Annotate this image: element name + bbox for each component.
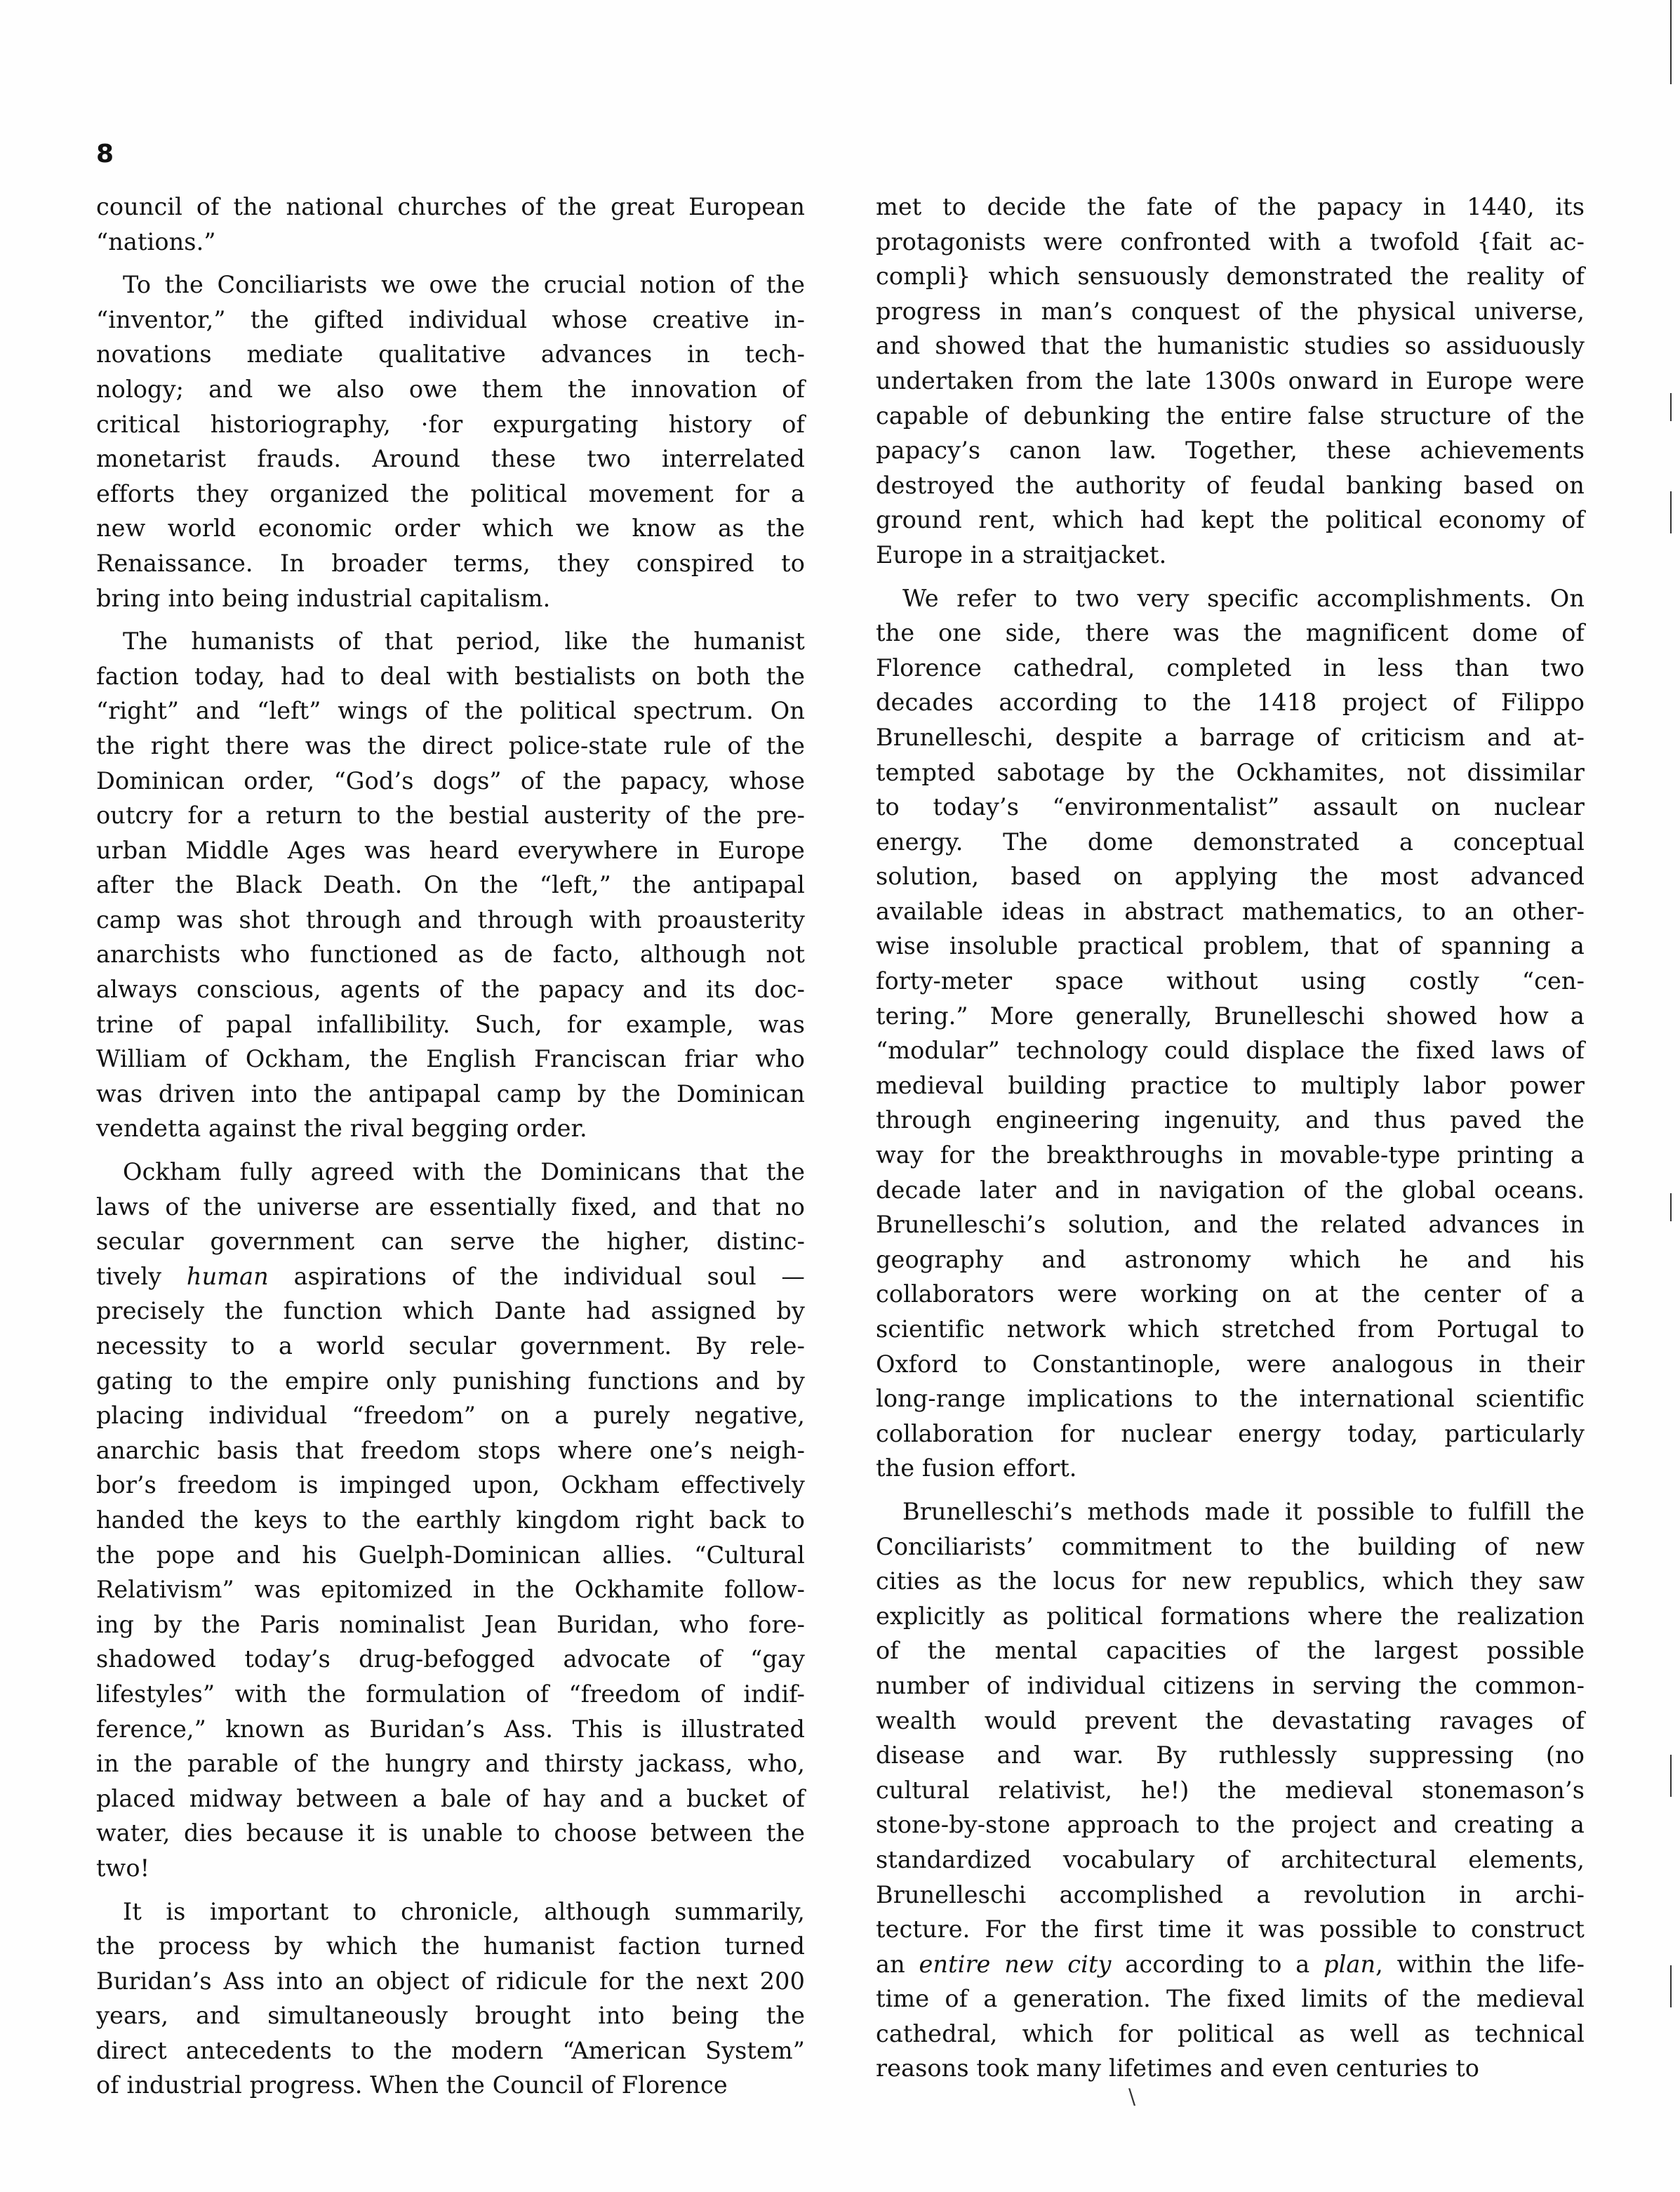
text-line: ing by the Paris nominalist Jean Buridan, who fore-: [96, 1610, 805, 1638]
text-line: through engineering ingenuity, and thus paved the: [876, 1106, 1585, 1134]
paragraph: [876, 190, 1585, 573]
text-line: precisely the function which Dante had assigned by: [96, 1297, 805, 1325]
text-line: Ockham fully agreed with the Dominicans that the: [123, 1158, 805, 1186]
text-line: placing individual “freedom” on a purely negative,: [96, 1402, 805, 1430]
emphasis: plan: [1324, 1950, 1376, 1978]
text-line: collaborators were working on at the center of a: [876, 1280, 1585, 1308]
scan-edge-mark: [1670, 0, 1672, 84]
text-line: long-range implications to the international scientific: [876, 1385, 1585, 1413]
scan-edge-mark: [1670, 1193, 1672, 1221]
text-line: bor’s freedom is impinged upon, Ockham effectively: [96, 1471, 805, 1499]
text-line: Florence cathedral, completed in less than two: [876, 653, 1585, 682]
text-line: shadowed today’s drug-befogged advocate of “gay: [96, 1645, 805, 1673]
text-line: water, dies because it is unable to choose between the: [96, 1819, 805, 1847]
text-line: camp was shot through and through with proausterity: [96, 905, 805, 934]
text-line: tempted sabotage by the Ockhamites, not dissimilar: [876, 758, 1585, 786]
text-line: the right there was the direct police-state rule of the: [96, 731, 805, 759]
text-line: cathedral, which for political as well as technical: [876, 2019, 1585, 2047]
text-line: forty-meter space without using costly “cen-: [876, 967, 1585, 995]
text-line: Conciliarists’ commitment to the building of new: [876, 1532, 1585, 1560]
text-line: direct antecedents to the modern “American System”: [96, 2036, 805, 2064]
text-line: medieval building practice to multiply labor power: [876, 1071, 1585, 1099]
text-line: Dominican order, “God’s dogs” of the papacy, whose: [96, 766, 805, 795]
text-line: tering.” More generally, Brunelleschi showed how a: [876, 1002, 1585, 1030]
emphasis: human: [186, 1262, 269, 1290]
text-line: efforts they organized the political movement for a: [96, 479, 805, 507]
text-line: after the Black Death. On the “left,” the antipapal: [96, 871, 805, 899]
text-line: of industrial progress. When the Council of Florence: [96, 2071, 728, 2099]
text-line: reasons took many lifetimes and even centuries to: [876, 2054, 1480, 2083]
text-line: destroyed the authority of feudal banking based on: [876, 471, 1585, 499]
paragraph: [96, 267, 805, 616]
text-line: cities as the locus for new republics, which they saw: [876, 1567, 1585, 1595]
scan-edge-mark: [1670, 491, 1672, 533]
text-line: laws of the universe are essentially fixed, and that no: [96, 1193, 805, 1221]
text-line: We refer to two very specific accomplishments. On: [902, 584, 1585, 612]
text-line: of the mental capacities of the largest possible: [876, 1637, 1585, 1665]
text-line: available ideas in abstract mathematics, to an other-: [876, 897, 1585, 925]
text-line: monetarist frauds. Around these two interrelated: [96, 445, 805, 473]
text-line: the one side, there was the magnificent dome of: [876, 619, 1585, 647]
text-line: To the Conciliarists we owe the crucial notion of the: [123, 271, 805, 299]
text-line: in the parable of the hungry and thirsty jackass, who,: [96, 1750, 805, 1778]
text-line: solution, based on applying the most advanced: [876, 863, 1585, 891]
text-line: William of Ockham, the English Franciscan friar who: [96, 1045, 805, 1073]
text-line: compli} which sensuously demonstrated the reality of: [876, 263, 1585, 291]
text-line: Brunelleschi accomplished a revolution in archi-: [876, 1880, 1585, 1908]
text-line: the process by which the humanist faction turned: [96, 1932, 805, 1960]
text-line: wealth would prevent the devastating ravages of: [876, 1706, 1585, 1734]
left-column: [96, 190, 805, 2111]
text-line: to today’s “environmentalist” assault on nuclear: [876, 793, 1585, 821]
text-line: Relativism” was epitomized in the Ockhamite follow-: [96, 1576, 805, 1604]
text-line: Brunelleschi, despite a barrage of criticism and at-: [876, 723, 1585, 751]
text-line: “inventor,” the gifted individual whose creative in-: [96, 305, 805, 333]
text-line: decade later and in navigation of the global oceans.: [876, 1176, 1585, 1204]
text-line: years, and simultaneously brought into being the: [96, 2002, 805, 2030]
paragraph: [96, 190, 805, 259]
emphasis: entire new city: [919, 1950, 1112, 1978]
text-line: trine of papal infallibility. Such, for example, was: [96, 1010, 805, 1038]
paragraph: [96, 1894, 805, 2104]
text-line: gating to the empire only punishing functions and by: [96, 1367, 805, 1395]
text-line: time of a generation. The fixed limits of the medieval: [876, 1985, 1585, 2013]
page-number: 8: [96, 140, 114, 168]
text-line: collaboration for nuclear energy today, particularly: [876, 1419, 1585, 1447]
text-line: handed the keys to the earthly kingdom right back to: [96, 1506, 805, 1534]
right-column: [876, 190, 1585, 2094]
text-line: an entire new city according to a plan, within the life-: [876, 1950, 1585, 1978]
text-line: explicitly as political formations where the realization: [876, 1602, 1585, 1630]
text-line: lifestyles” with the formulation of “freedom of indif-: [96, 1680, 805, 1708]
text-line: anarchists who functioned as de facto, although not: [96, 941, 805, 969]
text-line: always conscious, agents of the papacy and its doc-: [96, 976, 805, 1004]
text-line: the fusion effort.: [876, 1454, 1077, 1482]
text-line: way for the breakthroughs in movable-type printing a: [876, 1141, 1585, 1169]
scan-edge-mark: [1670, 1965, 1672, 2007]
text-line: was driven into the antipapal camp by the Dominican: [96, 1080, 805, 1108]
text-line: Buridan’s Ass into an object of ridicule for the next 200: [96, 1967, 805, 1995]
text-line: faction today, had to deal with bestialists on both the: [96, 662, 805, 690]
text-line: capable of debunking the entire false structure of the: [876, 401, 1585, 430]
text-line: scientific network which stretched from Portugal to: [876, 1315, 1585, 1343]
text-line: It is important to chronicle, although summarily,: [123, 1897, 805, 1925]
text-line: Oxford to Constantinople, were analogous in their: [876, 1350, 1585, 1378]
text-line: nology; and we also owe them the innovation of: [96, 375, 805, 403]
scan-edge-mark: [1670, 1755, 1672, 1797]
text-line: novations mediate qualitative advances in tech-: [96, 340, 805, 368]
text-line: geography and astronomy which he and his: [876, 1245, 1585, 1273]
text-line: Brunelleschi’s methods made it possible to fulfill the: [902, 1497, 1585, 1525]
text-line: ground rent, which had kept the political economy of: [876, 506, 1585, 534]
text-line: placed midway between a bale of hay and a bucket of: [96, 1784, 805, 1812]
text-line: necessity to a world secular government. By rele-: [96, 1332, 805, 1360]
paragraph: [876, 1494, 1585, 2086]
text-line: tecture. For the first time it was possible to construct: [876, 1915, 1585, 1944]
text-line: “right” and “left” wings of the political spectrum. On: [96, 697, 805, 725]
text-line: cultural relativist, he!) the medieval stonemason’s: [876, 1776, 1585, 1804]
text-line: undertaken from the late 1300s onward in Europe were: [876, 366, 1585, 394]
text-line: two!: [96, 1854, 150, 1882]
text-line: “modular” technology could displace the fixed laws of: [876, 1037, 1585, 1065]
paragraph: [876, 581, 1585, 1486]
text-line: Europe in a straitjacket.: [876, 540, 1167, 569]
text-line: papacy’s canon law. Together, these achievements: [876, 437, 1585, 465]
text-line: number of individual citizens in serving the common-: [876, 1671, 1585, 1699]
text-line: anarchic basis that freedom stops where one’s neigh-: [96, 1436, 805, 1464]
text-line: the pope and his Guelph-Dominican allies. “Cultural: [96, 1541, 805, 1569]
text-line: secular government can serve the higher, distinc-: [96, 1228, 805, 1256]
text-line: ference,” known as Buridan’s Ass. This is illustrated: [96, 1715, 805, 1743]
text-line: new world economic order which we know as the: [96, 514, 805, 543]
scan-speck: \: [1128, 2085, 1136, 2109]
text-line: vendetta against the rival begging order.: [96, 1115, 587, 1143]
text-line: bring into being industrial capitalism.: [96, 584, 551, 612]
paragraph: [96, 1155, 805, 1885]
paragraph: [96, 624, 805, 1146]
text-line: and showed that the humanistic studies so assiduously: [876, 332, 1585, 360]
scan-edge-mark: [1670, 393, 1672, 421]
text-line: Brunelleschi’s solution, and the related advances in: [876, 1211, 1585, 1239]
text-line: protagonists were confronted with a twofold {fait ac-: [876, 227, 1585, 255]
text-line: wise insoluble practical problem, that of spanning a: [876, 932, 1585, 960]
text-line: disease and war. By ruthlessly suppressing (no: [876, 1741, 1585, 1769]
text-line: decades according to the 1418 project of Filippo: [876, 689, 1585, 717]
text-line: stone-by-stone approach to the project and creating a: [876, 1811, 1585, 1839]
text-line: “nations.”: [96, 227, 216, 255]
text-line: Renaissance. In broader terms, they conspired to: [96, 549, 805, 577]
text-line: energy. The dome demonstrated a conceptual: [876, 828, 1585, 856]
text-line: The humanists of that period, like the humanist: [123, 627, 805, 656]
text-line: council of the national churches of the great European: [96, 193, 805, 220]
text-line: progress in man’s conquest of the physical universe,: [876, 297, 1585, 325]
text-line: critical historiography, ·for expurgating history of: [96, 410, 805, 438]
text-line: outcry for a return to the bestial austerity of the pre-: [96, 802, 805, 830]
text-line: urban Middle Ages was heard everywhere in Europe: [96, 836, 805, 864]
text-line: met to decide the fate of the papacy in 1440, its: [876, 193, 1585, 220]
text-line: standardized vocabulary of architectural elements,: [876, 1845, 1585, 1873]
text-line: tively human aspirations of the individual soul —: [96, 1262, 806, 1290]
